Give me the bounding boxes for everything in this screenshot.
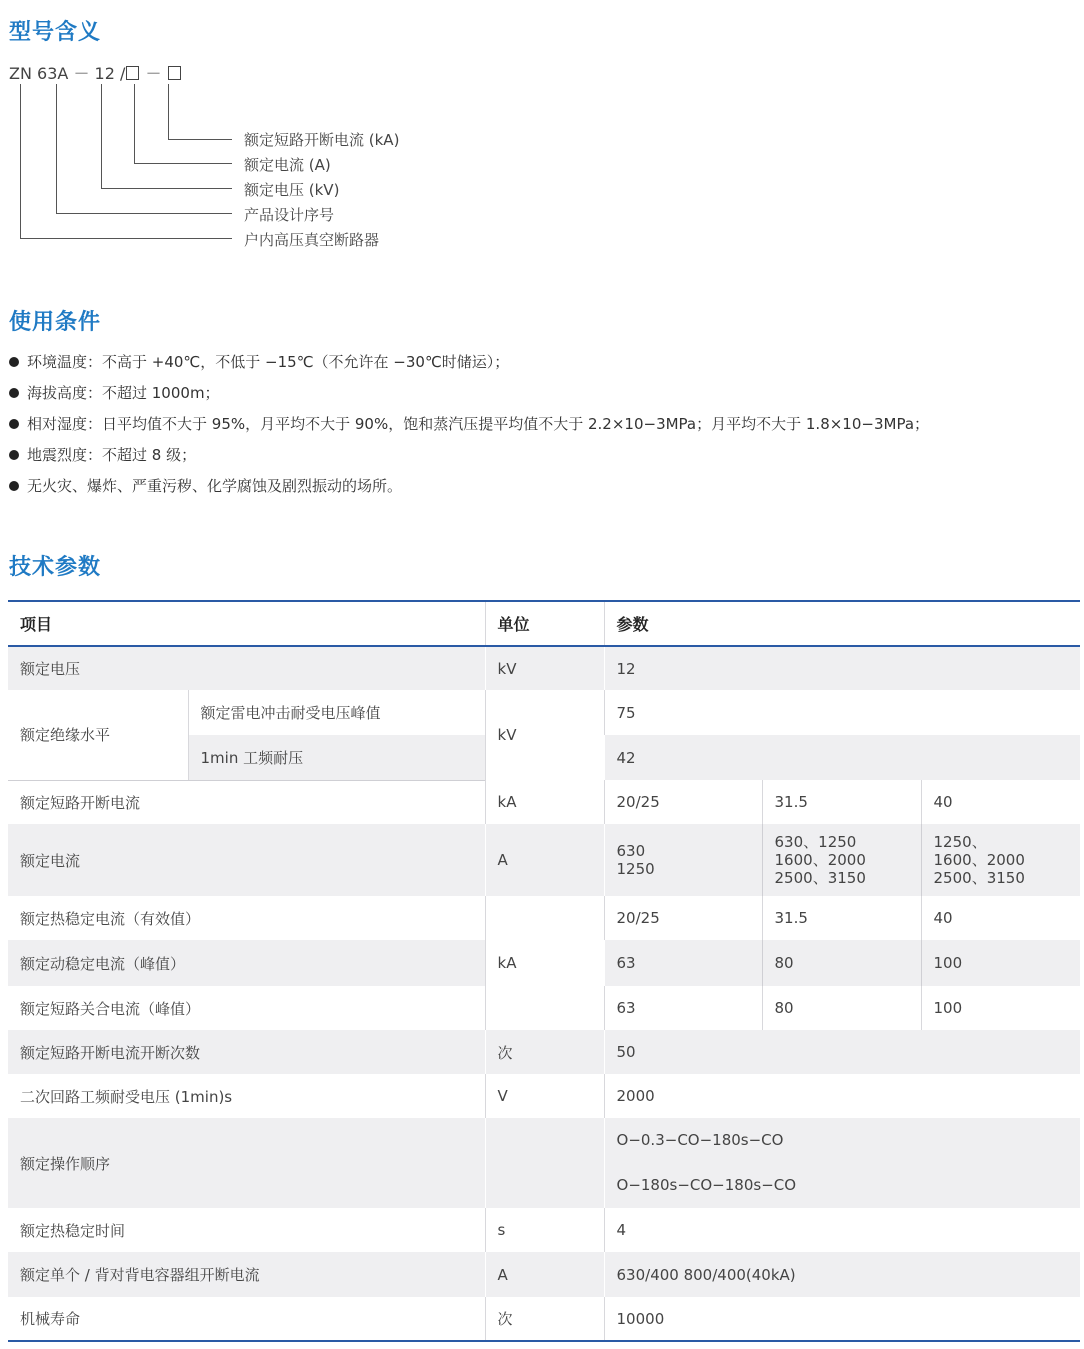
table-row <box>8 1074 1080 1118</box>
row-sublabel: 额定雷电冲击耐受电压峰值 <box>188 690 485 735</box>
row-value: 40 <box>921 896 1080 940</box>
row-label: 额定短路关合电流（峰值） <box>20 999 201 1018</box>
table-row <box>8 1252 1080 1297</box>
bullet-icon <box>9 481 19 491</box>
legend-connector <box>168 84 169 139</box>
row-label: 额定短路开断电流 <box>20 793 141 812</box>
header-unit: 单位 <box>485 601 604 646</box>
row-label: 额定单个 / 背对背电容器组开断电流 <box>20 1266 260 1284</box>
table-header-row <box>8 601 1080 646</box>
placeholder-box-current <box>126 66 139 80</box>
row-value <box>604 824 762 896</box>
row-unit: 次 <box>485 1030 604 1074</box>
row-value: 4 <box>604 1208 1080 1252</box>
table-row <box>8 780 1080 824</box>
condition-text: 地震烈度：不超过 8 级； <box>27 446 197 464</box>
row-label: 额定绝缘水平 <box>8 690 188 780</box>
legend-connector <box>101 188 232 189</box>
spec-table <box>8 600 1080 1342</box>
row-value: 40 <box>921 780 1080 824</box>
legend-connector <box>20 84 21 238</box>
row-sublabel: 1min 工频耐压 <box>188 735 485 780</box>
row-unit: kA <box>485 780 604 824</box>
row-value: 75 <box>604 690 1080 735</box>
row-label: 二次回路工频耐受电压 (1min)s <box>20 1087 233 1106</box>
row-value: 10000 <box>604 1297 1080 1341</box>
table-row <box>8 1030 1080 1074</box>
row-label: 额定电流 <box>20 851 81 870</box>
bullet-icon <box>9 450 19 460</box>
header-item: 项目 <box>8 601 485 646</box>
value-line: 2500、3150 <box>774 869 866 887</box>
placeholder-box-breaking <box>168 66 181 80</box>
row-label: 机械寿命 <box>20 1310 81 1328</box>
code-voltage: 12 <box>94 64 115 83</box>
bullet-icon <box>9 388 19 398</box>
section-title-model: 型号含义 <box>9 20 102 45</box>
row-value: 20/25 <box>604 896 762 940</box>
value-line: 630、1250 <box>774 833 857 851</box>
legend-item: 额定短路开断电流 (kA) <box>244 131 400 149</box>
row-value: 20/25 <box>604 780 762 824</box>
row-unit <box>485 1118 604 1208</box>
code-series: ZN <box>9 64 32 83</box>
legend-connector <box>134 84 135 163</box>
section-title-conditions: 使用条件 <box>9 310 102 335</box>
list-item <box>9 383 929 414</box>
code-separator: － <box>145 64 162 83</box>
value-line: O−180s−CO−180s−CO <box>616 1176 797 1194</box>
table-row <box>8 690 1080 735</box>
list-item <box>9 352 929 383</box>
table-row <box>8 646 1080 690</box>
row-unit: kV <box>485 690 604 780</box>
row-value: 80 <box>762 940 921 986</box>
row-unit: A <box>485 1252 604 1297</box>
table-row <box>8 896 1080 940</box>
row-value: 630/400 800/400(40kA) <box>604 1252 1080 1297</box>
row-unit: s <box>485 1208 604 1252</box>
model-code <box>9 61 182 84</box>
row-unit: kA <box>485 896 604 1030</box>
table-row <box>8 1297 1080 1341</box>
header-param: 参数 <box>604 601 1080 646</box>
condition-text: 相对湿度：日平均值不大于 95%，月平均不大于 90%，饱和蒸汽压提平均值不大于 2.2×10−3MPa；月平均不大于 1.8×10−3MPa； <box>27 415 930 433</box>
row-value: 100 <box>921 940 1080 986</box>
legend-item: 户内高压真空断路器 <box>244 231 380 249</box>
legend-connector <box>168 139 232 140</box>
condition-text: 无火灾、爆炸、严重污秽、化学腐蚀及剧烈振动的场所。 <box>27 477 403 495</box>
row-value: 63 <box>604 986 762 1030</box>
table-row <box>8 824 1080 896</box>
row-unit: V <box>485 1074 604 1118</box>
row-value: 2000 <box>604 1074 1080 1118</box>
value-line: 1600、2000 <box>933 851 1025 869</box>
row-label: 额定热稳定电流（有效值） <box>20 909 201 928</box>
row-value: 63 <box>604 940 762 986</box>
value-line: 1250、 <box>933 833 987 851</box>
conditions-list <box>9 352 929 507</box>
row-unit: 次 <box>485 1297 604 1341</box>
row-value: 42 <box>604 735 1080 780</box>
row-unit: kV <box>485 646 604 690</box>
section-title-spec: 技术参数 <box>9 555 102 580</box>
row-value: 80 <box>762 986 921 1030</box>
bullet-icon <box>9 419 19 429</box>
row-value: 100 <box>921 986 1080 1030</box>
bullet-icon <box>9 357 19 367</box>
row-value <box>762 824 921 896</box>
value-line: 1600、2000 <box>774 851 866 869</box>
legend-item: 额定电流 (A) <box>244 156 331 174</box>
value-line: 1250 <box>616 860 655 878</box>
legend-connector <box>134 163 232 164</box>
legend-connector <box>20 238 232 239</box>
legend-item: 额定电压 (kV) <box>244 181 340 199</box>
row-label: 额定动稳定电流（峰值） <box>20 954 186 973</box>
row-value <box>604 1118 1080 1208</box>
legend-connector <box>101 84 102 188</box>
row-value: 12 <box>604 646 1080 690</box>
row-value: 50 <box>604 1030 1080 1074</box>
row-label: 额定操作顺序 <box>20 1154 111 1173</box>
row-label: 额定电压 <box>20 660 81 678</box>
list-item <box>9 476 929 507</box>
row-value: 31.5 <box>762 780 921 824</box>
table-row <box>8 1208 1080 1252</box>
condition-text: 海拔高度：不超过 1000m； <box>27 384 220 402</box>
list-item <box>9 414 929 445</box>
code-design: 63A <box>37 64 69 83</box>
legend-item: 产品设计序号 <box>244 206 335 224</box>
legend-connector <box>56 213 232 214</box>
row-label: 额定热稳定时间 <box>20 1221 126 1240</box>
legend-connector <box>56 84 57 213</box>
value-line: O−0.3−CO−180s−CO <box>616 1131 784 1149</box>
row-value <box>921 824 1080 896</box>
code-separator: / <box>120 64 126 83</box>
code-separator: － <box>73 64 90 83</box>
table-row <box>8 1118 1080 1208</box>
row-label: 额定短路开断电流开断次数 <box>20 1043 201 1062</box>
value-line: 2500、3150 <box>933 869 1025 887</box>
list-item <box>9 445 929 476</box>
condition-text: 环境温度：不高于 +40℃，不低于 −15℃（不允许在 −30℃时储运）； <box>27 353 510 371</box>
row-value: 31.5 <box>762 896 921 940</box>
value-line: 630 <box>616 842 646 860</box>
row-unit: A <box>485 824 604 896</box>
